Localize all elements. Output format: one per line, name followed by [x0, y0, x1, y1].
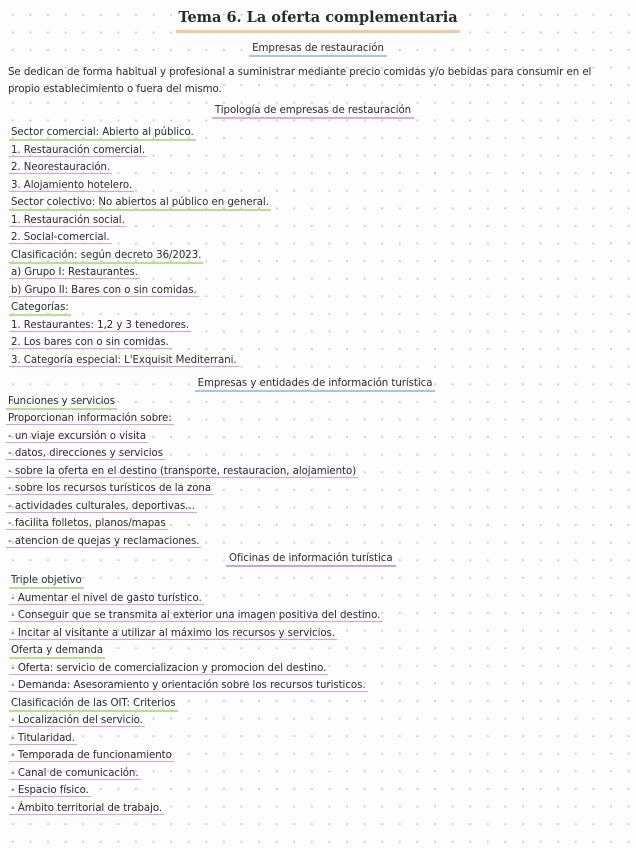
list-item: a) Grupo I: Restaurantes.: [11, 267, 138, 278]
list-item: Oferta y demanda: [9, 644, 105, 657]
list-item: 2. Neorestauración.: [11, 162, 111, 173]
page-title: Tema 6. La oferta complementaria: [0, 8, 636, 33]
list-item: Clasificación de las OIT: Criterios: [9, 697, 178, 710]
list-item: - sobre la oferta en el destino (transporte, restauracion, alojamiento): [8, 466, 357, 477]
list-item: 2. Los bares con o sin comidas.: [11, 337, 169, 348]
list-item: - datos, direcciones y servicios: [8, 448, 163, 459]
subheading-tipologia: Tipología de empresas de restauración: [0, 104, 626, 117]
list-item: 1. Restaurantes: 1,2 y 3 tenedores.: [11, 320, 190, 331]
list-item: - actividades culturales, deportivas...: [8, 501, 195, 512]
list-item: Proporcionan información sobre:: [8, 413, 172, 424]
list-item: - Localización del servicio.: [11, 715, 143, 726]
list-item: Clasificación: según decreto 36/2023.: [9, 249, 203, 262]
list-item: - Ámbito territorial de trabajo.: [11, 803, 163, 814]
list-item: - Titularidad.: [11, 733, 75, 744]
list-item: 1. Restauración comercial.: [11, 145, 146, 156]
intro-paragraph: Se dedican de forma habitual y profesional a suministrar mediante precio comidas y/o bebidas para consumir en el propio establecimiento o fuera del mismo.: [8, 67, 592, 95]
list-item: Funciones y servicios: [6, 395, 117, 408]
list-item: - Demanda: Asesoramiento y orientación sobre los recursos turisticos.: [11, 680, 366, 691]
list-item: Triple objetivo: [9, 574, 84, 587]
list-item: - Temporada de funcionamiento: [11, 750, 172, 761]
list-item: Sector colectivo: No abiertos al público en general.: [9, 196, 271, 209]
list-item: - atencion de quejas y reclamaciones.: [8, 536, 200, 547]
section-heading-informacion: Empresas y entidades de información turística: [0, 377, 630, 390]
list-item: - Espacio físico.: [11, 785, 89, 796]
list-item: b) Grupo II: Bares con o sin comidas.: [11, 285, 197, 296]
list-item: - Incitar al visitante a utilizar al máximo los recursos y servicios.: [11, 628, 335, 639]
list-item: 3. Categoría especial: L'Exquisit Mediterrani.: [11, 355, 237, 366]
list-item: - Canal de comunicación.: [11, 768, 139, 779]
list-item: Sector comercial: Abierto al público.: [9, 126, 196, 139]
list-item: - sobre los recursos turísticos de la zona: [8, 483, 212, 494]
list-item: 1. Restauración social.: [11, 215, 125, 226]
list-item: 2. Social-comercial.: [11, 232, 110, 243]
list-item: - facilita folletos, planos/mapas: [8, 518, 166, 529]
list-item: - Oferta: servicio de comercializacion y promocion del destino.: [11, 663, 327, 674]
list-item: - Conseguir que se transmita al exterior una imagen positiva del destino.: [11, 610, 381, 621]
list-item: 3. Alojamiento hotelero.: [11, 180, 133, 191]
list-item: - un viaje excursión o visita: [8, 431, 147, 442]
list-item: - Aumentar el nivel de gasto turístico.: [11, 593, 202, 604]
list-item: Categorías:: [9, 301, 71, 314]
section-heading-restauracion: Empresas de restauración: [0, 42, 636, 55]
section-heading-oficinas: Oficinas de información turística: [226, 552, 396, 565]
